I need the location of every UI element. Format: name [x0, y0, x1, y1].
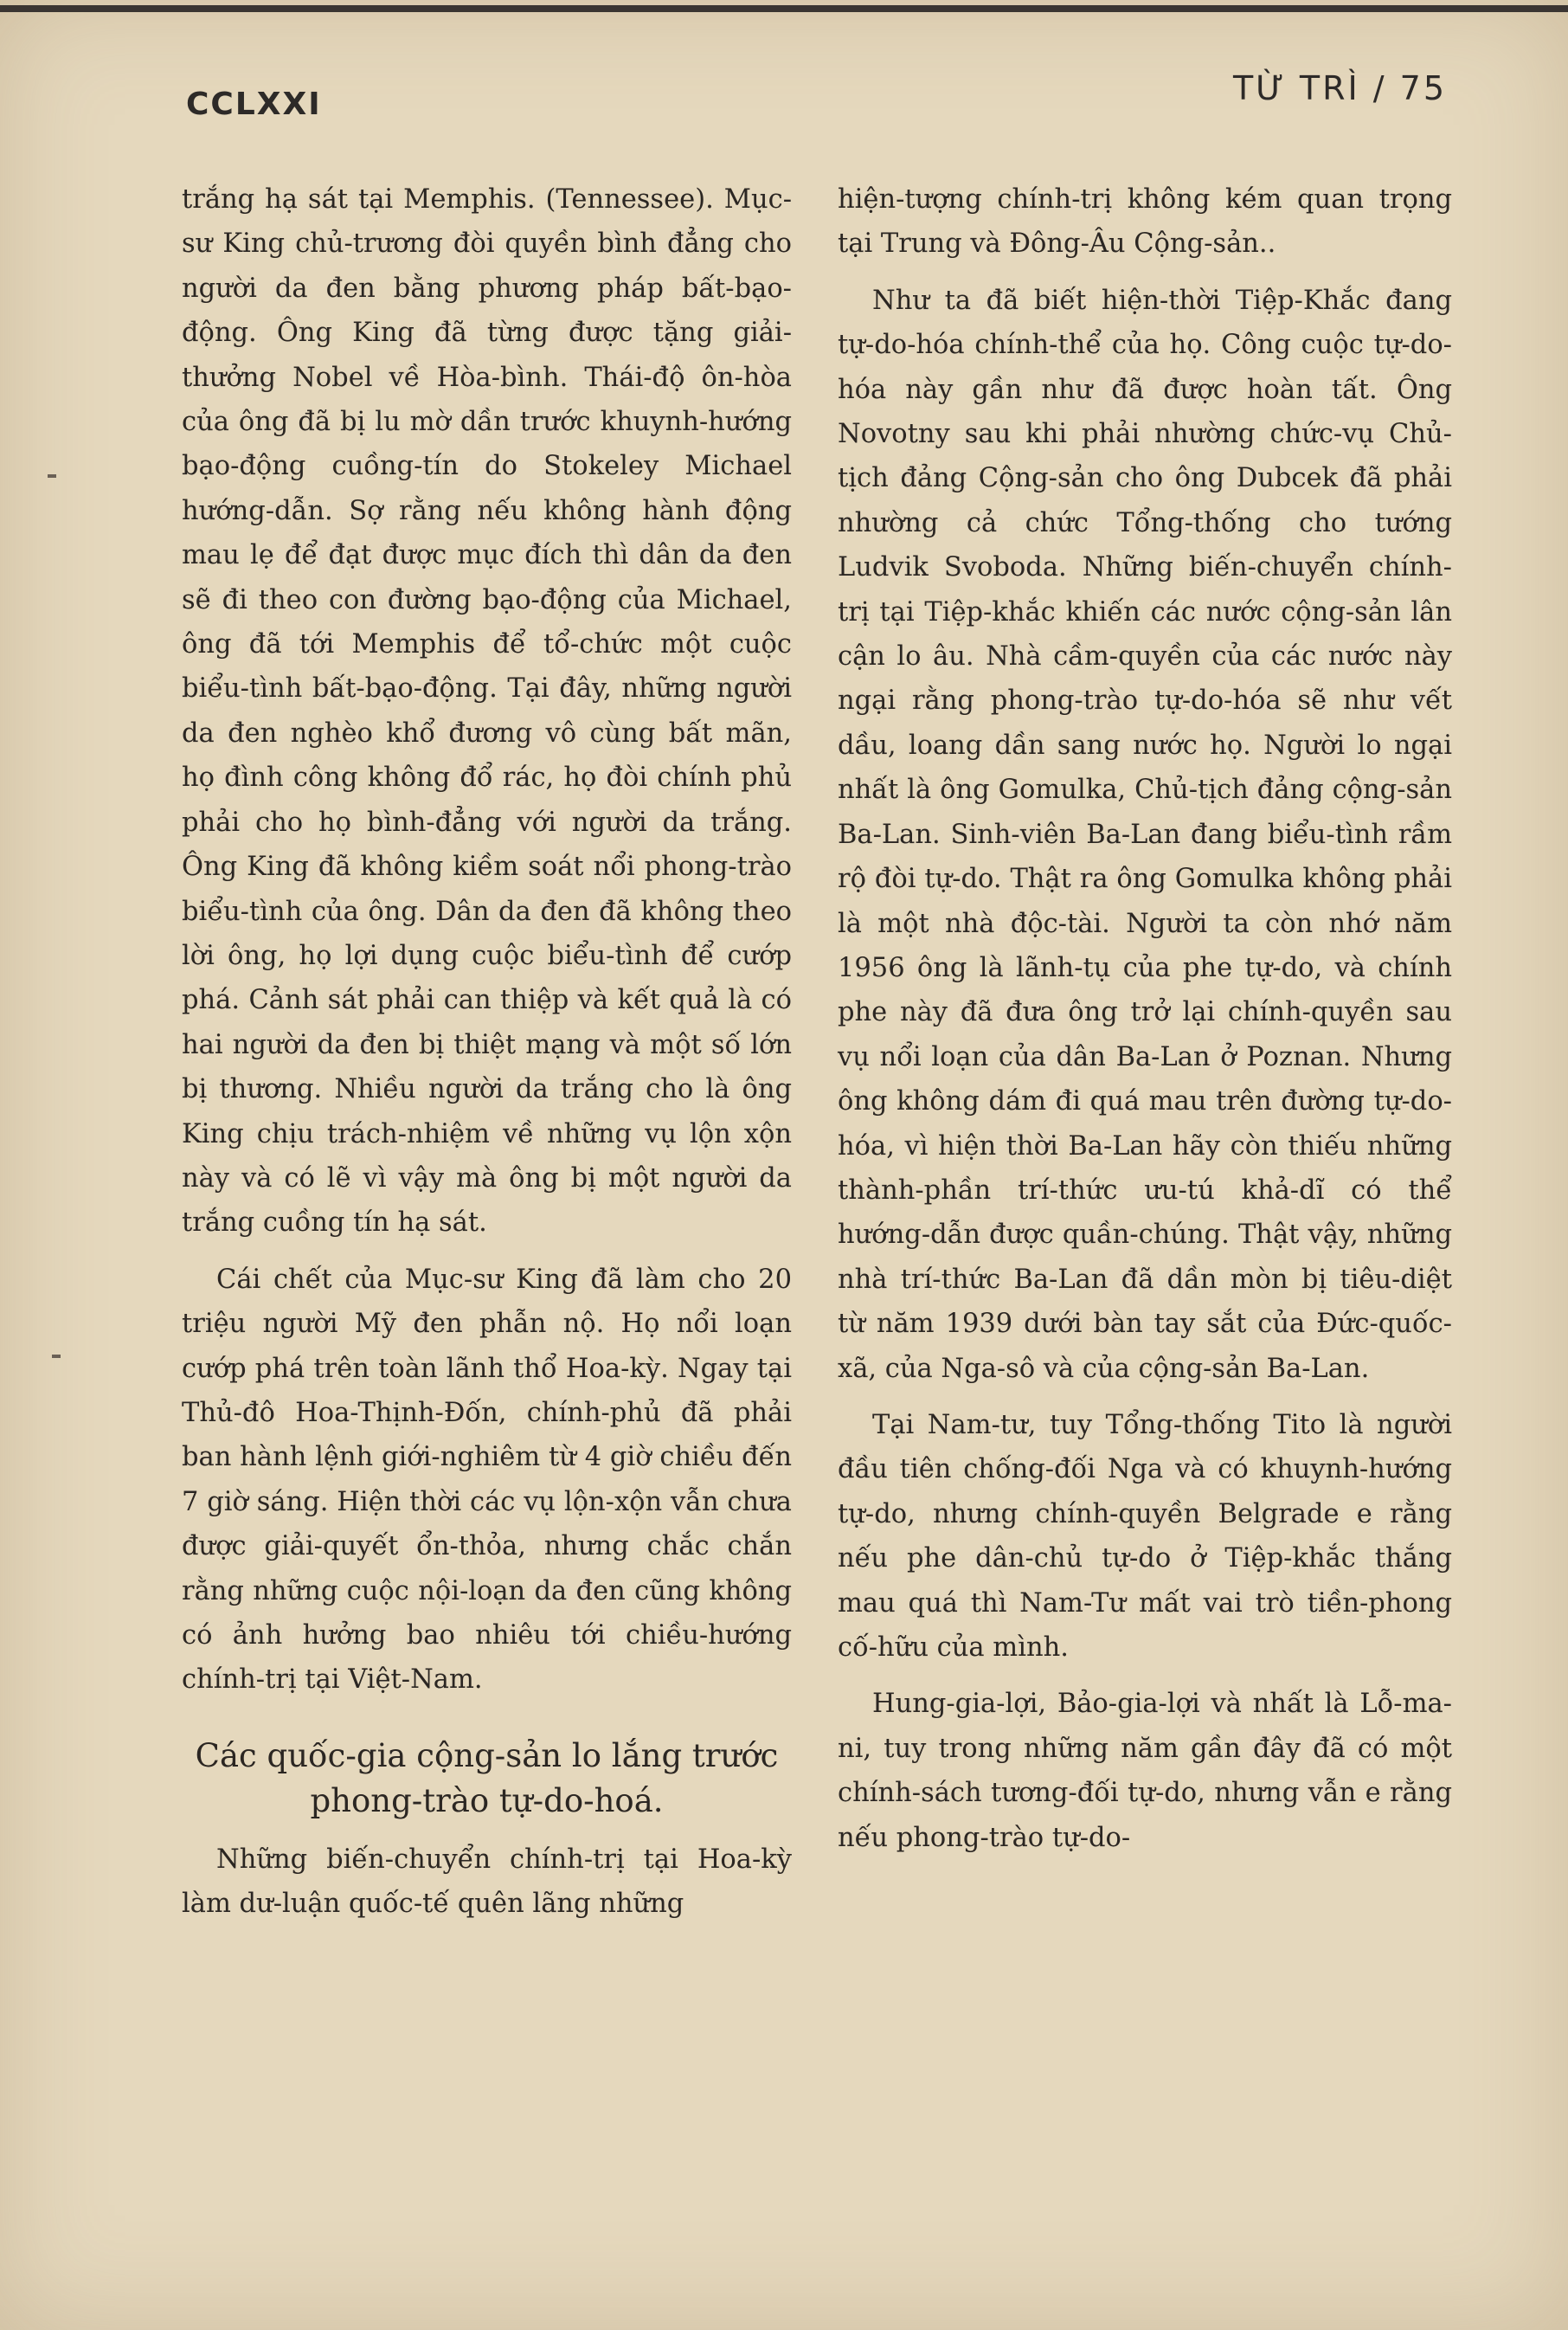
- paragraph: Cái chết của Mục-sư King đã làm cho 20 triệu người Mỹ đen phẫn nộ. Họ nổi loạn cướp phá trên toàn lãnh thổ Hoa-kỳ. Ngay tại Thủ-đô Hoa-Thịnh-Đốn, chính-phủ đã phải ban hành lệnh giới-nghiêm từ 4 giờ chiều đến 7 giờ sáng. Hiện thời các vụ lộn-xộn vẫn chưa được giải-quyết ổn-thỏa, nhưng chắc chắn rằng những cuộc nội-loạn da đen cũng không có ảnh hưởng bao nhiêu tới chiều-hướng chính-trị tại Việt-Nam.: [182, 1264, 792, 1696]
- paragraph: Như ta đã biết hiện-thời Tiệp-Khắc đang tự-do-hóa chính-thể của họ. Công cuộc tự-do-hóa này gần như đã được hoàn tất. Ông Novotny sau khi phải nhường chức-vụ Chủ-tịch đảng Cộng-sản cho ông Dubcek đã phải nhường cả chức Tổng-thống cho tướng Ludvik Svoboda. Những biến-chuyển chính-trị tại Tiệp-khắc khiến các nước cộng-sản lân cận lo âu. Nhà cầm-quyền của các nước này ngại rằng phong-trào tự-do-hóa sẽ như vết dầu, loang dần sang nước họ. Người lo ngại nhất là ông Gomulka, Chủ-tịch đảng cộng-sản Ba-Lan. Sinh-viên Ba-Lan đang biểu-tình rầm rộ đòi tự-do. Thật ra ông Gomulka không phải là một nhà độc-tài. Người ta còn nhớ năm 1956 ông là lãnh-tụ của phe tự-do, và chính phe này đã đưa ông trở lại chính-quyền sau vụ nổi loạn của dân Ba-Lan ở Poznan. Nhưng ông không dám đi quá mau trên đường tự-do-hóa, vì hiện thời Ba-Lan hãy còn thiếu những thành-phần trí-thức ưu-tú khả-dĩ có thể hướng-dẫn được quần-chúng. Thật vậy, những nhà trí-thức Ba-Lan đã dần mòn bị tiêu-diệt từ năm 1939 dưới bàn tay sắt của Đức-quốc-xã, của Nga-sô và của cộng-sản Ba-Lan.: [838, 285, 1452, 1384]
- top-rule: [0, 5, 1568, 12]
- section-heading: Các quốc-gia cộng-sản lo lắng trước phong-trào tự-do-hoá.: [195, 1736, 779, 1819]
- left-column: [182, 177, 792, 1927]
- paragraph: Tại Nam-tư, tuy Tổng-thống Tito là người đầu tiên chống-đối Nga và có khuynh-hướng tự-do, nhưng chính-quyền Belgrade e rằng nếu phe dân-chủ tự-do ở Tiệp-khắc thắng mau quá thì Nam-Tư mất vai trò tiền-phong cố-hữu của mình.: [838, 1409, 1452, 1663]
- paragraph: hiện-tượng chính-trị không kém quan trọng tại Trung và Đông-Âu Cộng-sản..: [838, 184, 1452, 260]
- paragraph: Những biến-chuyển chính-trị tại Hoa-kỳ làm dư-luận quốc-tế quên lãng những: [182, 1844, 792, 1920]
- margin-mark: [48, 474, 56, 478]
- right-column: [838, 177, 1452, 1860]
- chapter-number: CCLXXI: [186, 87, 322, 122]
- paragraph: Hung-gia-lợi, Bảo-gia-lợi và nhất là Lỗ-ma-ni, tuy trong những năm gần đây đã có một chính-sách tương-đối tự-do, nhưng vẫn e rằng nếu phong-trào tự-do-: [838, 1689, 1452, 1853]
- margin-mark: [52, 1355, 61, 1358]
- running-header-page-number: TỪ TRÌ / 75: [1232, 69, 1447, 107]
- paragraph: trắng hạ sát tại Memphis. (Tennessee). Mục-sư King chủ-trương đòi quyền bình đẳng cho người da đen bằng phương pháp bất-bạo-động. Ông King đã từng được tặng giải-thưởng Nobel về Hòa-bình. Thái-độ ôn-hòa của ông đã bị lu mờ dần trước khuynh-hướng bạo-động cuồng-tín do Stokeley Michael hướng-dẫn. Sợ rằng nếu không hành động mau lẹ để đạt được mục đích thì dân da đen sẽ đi theo con đường bạo-động của Michael, ông đã tới Memphis để tổ-chức một cuộc biểu-tình bất-bạo-động. Tại đây, những người da đen nghèo khổ đương vô cùng bất mãn, họ đình công không đổ rác, họ đòi chính phủ phải cho họ bình-đẳng với người da trắng. Ông King đã không kiềm soát nổi phong-trào biểu-tình của ông. Dân da đen đã không theo lời ông, họ lợi dụng cuộc biểu-tình để cướp phá. Cảnh sát phải can thiệp và kết quả là có hai người da đen bị thiệt mạng và một số lớn bị thương. Nhiều người da trắng cho là ông King chịu trách-nhiệm về những vụ lộn xộn này và có lẽ vì vậy mà ông bị một người da trắng cuồng tín hạ sát.: [182, 184, 792, 1239]
